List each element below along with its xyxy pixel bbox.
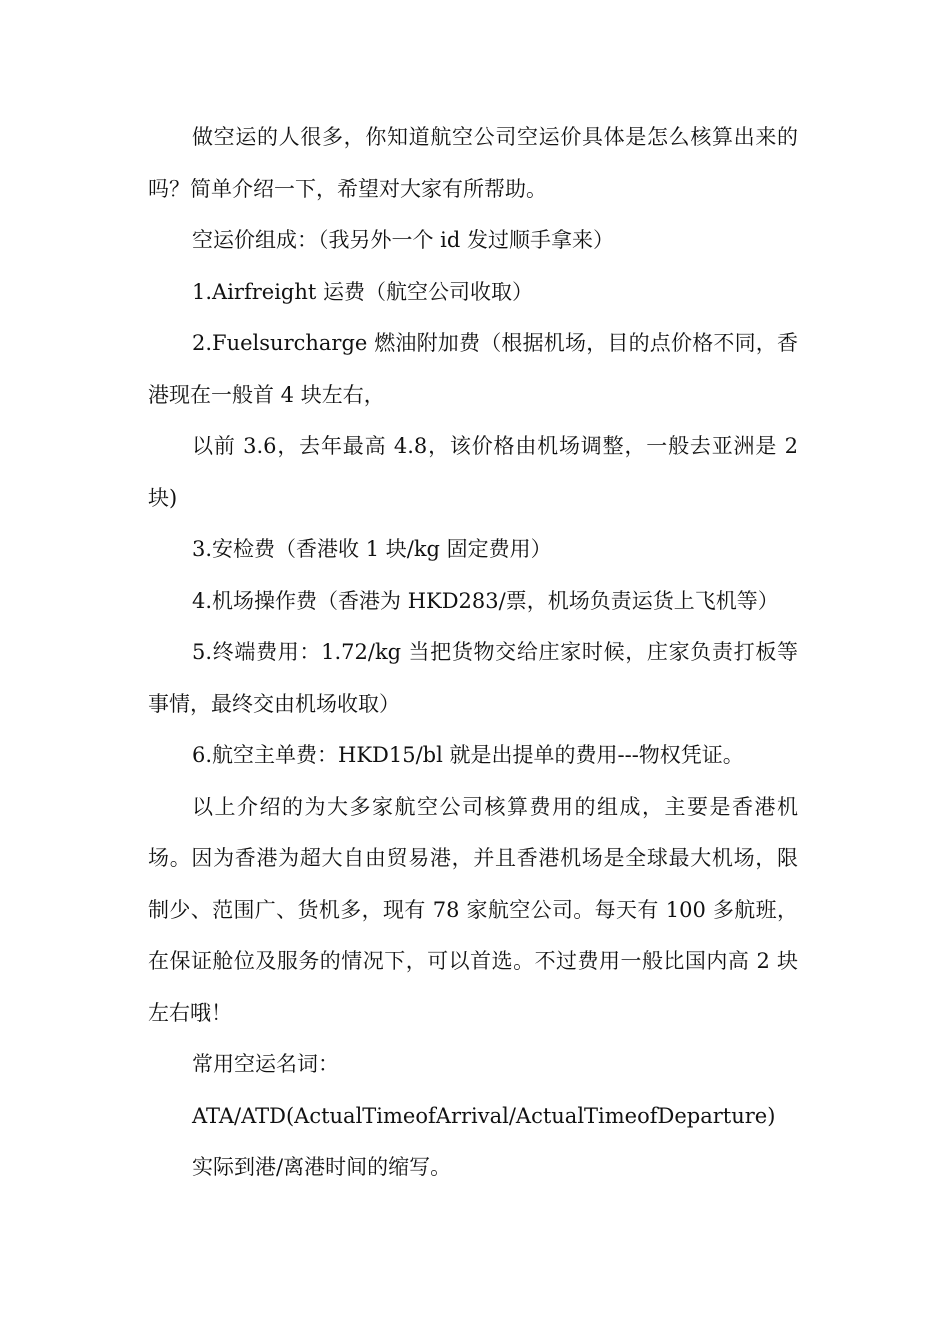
paragraph-item-3: 3.安检费（香港收 1 块/kg 固定费用） (192, 537, 552, 561)
paragraph-intro: 做空运的人很多，你知道航空公司空运价具体是怎么核算出来的吗？简单介绍一下，希望对大家有所帮助。 (148, 125, 798, 201)
paragraph-terms-heading: 常用空运名词： (192, 1052, 339, 1076)
paragraph-summary: 以上介绍的为大多家航空公司核算费用的组成，主要是香港机场。因为香港为超大自由贸易港，并且香港机场是全球最大机场，限制少、范围广、货机多，现有 78 家航空公司。每天有 100 多航班，在保证舱位及服务的情况下，可以首选。不过费用一般比国内高 2 块左右哦！ (148, 794, 798, 1025)
paragraph-item-4: 4.机场操作费（香港为 HKD283/票，机场负责运货上飞机等） (192, 588, 779, 613)
paragraph-term-ata-atd: ATA/ATD(ActualTimeofArrival/ActualTimeofDeparture) (192, 1103, 776, 1128)
paragraph-item-1: 1.Airfreight 运费（航空公司收取） (192, 279, 533, 304)
document-body (148, 112, 798, 1194)
paragraph-item-5: 5.终端费用：1.72/kg 当把货物交给庄家时候，庄家负责打板等事情，最终交由机场收取） (148, 640, 798, 716)
paragraph-term-definition: 实际到港/离港时间的缩写。 (192, 1155, 452, 1179)
paragraph-price-composition: 空运价组成：（我另外一个 id 发过顺手拿来） (192, 228, 615, 252)
paragraph-item-6: 6.航空主单费：HKD15/bl 就是出提单的费用---物权凭证。 (192, 743, 744, 767)
paragraph-item-2-cont: 以前 3.6，去年最高 4.8，该价格由机场调整，一般去亚洲是 2 块) (148, 434, 798, 510)
paragraph-item-2: 2.Fuelsurcharge 燃油附加费（根据机场，目的点价格不同，香港现在一般首 4 块左右， (148, 331, 798, 407)
